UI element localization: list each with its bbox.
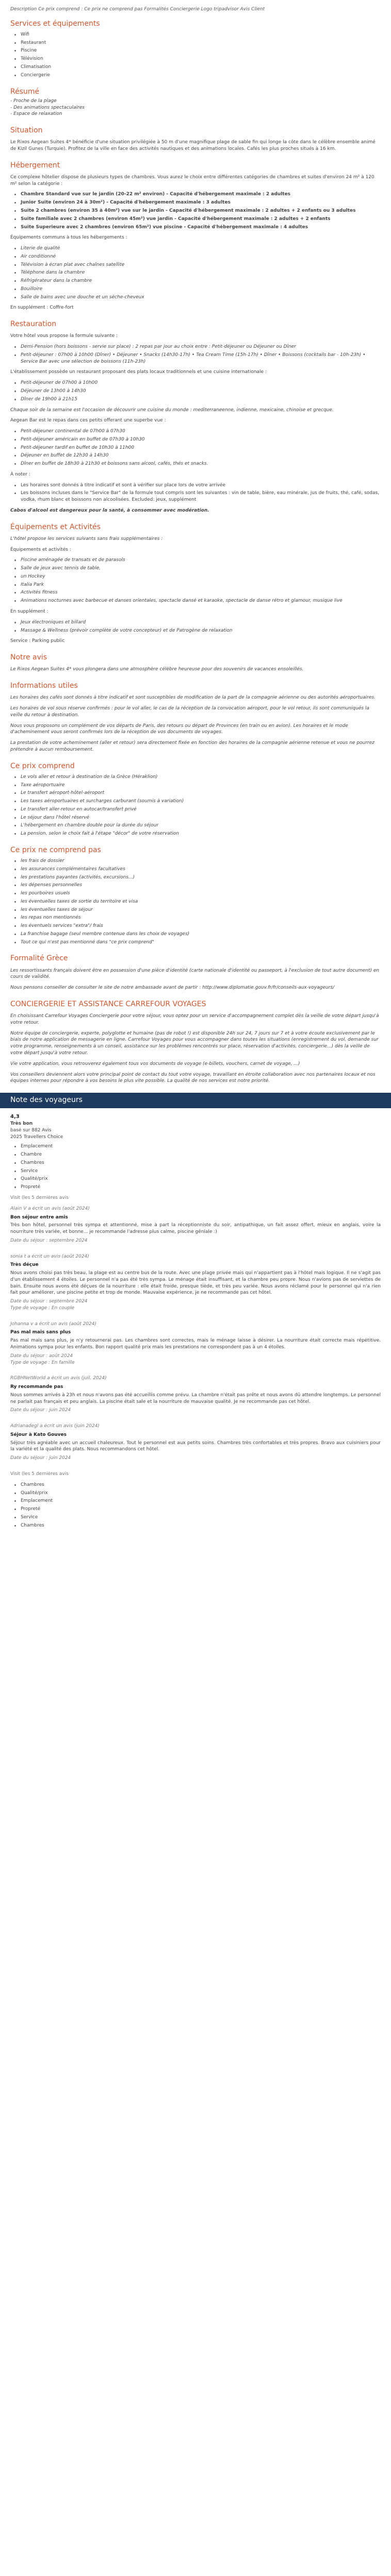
alcohol-warning: Cabos d'alcool est dangereux pour la santé, à consommer avec modération.	[10, 507, 209, 513]
review-text: Très bon hôtel, personnel très sympa et attentionné, mise à part la réceptionniste du soir, antipathique, un fait assez offert, mieux en anglais, voire la nourriture très variée, et bonne... je recommande l'adresse plus calme, piscine géniale :)	[10, 1223, 381, 1235]
restauration-intro: Votre hôtel vous propose la formule suivante :	[10, 333, 118, 339]
formalites-section	[10, 954, 381, 991]
prix-ne-comprend-item: les éventuelles taxes de sortie du territoire et visa	[10, 899, 381, 905]
room-types-list	[10, 191, 381, 230]
review-author: Alain V a écrit un avis (août 2024)	[10, 1206, 90, 1211]
room-type-item: Suite familiale avec 2 chambres (environ 45m²) vue jardin - Capacité d'hébergement maximale : 2 adultes + 2 enfants	[10, 216, 381, 223]
aegean-item: Dîner en buffet de 18h30 à 21h30 et boissons sans alcool, cafés, thés et snacks.	[10, 461, 381, 467]
room-equipment-item: Salle de bains avec une douche et un sèche-cheveux	[10, 294, 381, 301]
rating-count: basé sur 882 Avis	[10, 1127, 52, 1133]
restauration-title: Restauration	[10, 320, 57, 329]
infos-para: Nous vous proposons un complément de vos départs de Paris, des retours ou départ de Provinces (en train ou en avion). Les horaires et le mode d'acheminement vous seront confirmés lors de la réception de vos documents de voyages.	[10, 723, 348, 735]
review-text: Séjour très agréable avec un accueil chaleureux. Tout le personnel est aux petits soins. Chambres très confortables et très propres. Bravo aux cuisiniers pour la variété et la qualité des plats. Nous recommandons cet hôtel.	[10, 1440, 381, 1452]
formalites-para: Les ressortissants français doivent être en possession d'une pièce d'identité (carte nationale d'identité ou passeport, à l'exclusion de tout autre document) en cours de validité.	[10, 968, 380, 980]
conciergerie-para: Vos conseillers deviennent alors votre principal point de contact du tout votre voyage, travaillant en étroite collaboration avec nos partenaires locaux et nos équipes internes pour répondre à vos besoins le plus vite possible. La qualité de nos services est notre priorité.	[10, 1072, 376, 1084]
rating-criterion: Emplacement	[10, 1143, 381, 1150]
prix-ne-comprend-list	[10, 858, 381, 945]
services-section	[10, 19, 381, 79]
prix-comprend-item: La pension, selon le choix fait à l'étape "décor" de votre réservation	[10, 831, 381, 837]
resume-line: - Proche de la plage	[10, 98, 57, 104]
rating-score: 4,3	[10, 1113, 20, 1120]
situation-text: Le Rixos Aegean Suites 4* bénéficie d'une situation privilégiée à 50 m d'une magnifique plage de sable fin qui longe la côte dans le célèbre ensemble animé de Kizil Gunes (Turquie). Profitez de la ville en face des activités nautiques et des animations locales. Cafés les plus proches situés à 16 km.	[10, 140, 376, 151]
situation-section	[10, 126, 381, 152]
services-title: Services et équipements	[10, 19, 100, 28]
notre-avis-text: Le Rixos Aegean Suites 4* vous plongera dans une atmosphère célèbre heureuse pour des souvenirs de vacances ensoleillés.	[10, 667, 304, 672]
resume-section	[10, 87, 381, 117]
rating-criterion: Service	[10, 1514, 381, 1521]
review-text: Pas mal mais sans plus, je n'y retournerai pas. Les chambres sont correctes, mais le ménage laisse à désirer. La nourriture était correcte mais répétitive. Animations sympa pour les enfants. Bon rapport qualité prix mais les prestations ne correspondent pas à un 4 étoiles.	[10, 1338, 381, 1350]
prix-ne-comprend-item: les prestations payantes (activités, excursions...)	[10, 874, 381, 881]
rating-criterion: Chambres	[10, 1522, 381, 1529]
prix-comprend-item: Le transfert aller-retour en autocar/transfert privé	[10, 806, 381, 813]
infos-utiles-title: Informations utiles	[10, 682, 78, 690]
restauration-section	[10, 319, 381, 514]
horaires-item: Petit-déjeuner : 07h00 à 10h00 (Dîner) • Déjeuner • Snacks (14h30-17h) • Tea Cream Time (15h-17h) • Dîner • Boissons (cocktails bar - 10h-23h) • Service Bar avec une sélection de boissons (11h-23h)	[10, 352, 381, 365]
room-equipment-item: Téléphone dans la chambre	[10, 269, 381, 276]
aegean-item: Petit-déjeuner américain en buffet de 07h30 à 10h30	[10, 436, 381, 443]
resume-line: - Des animations spectaculaires	[10, 105, 85, 110]
room-equipment-list	[10, 245, 381, 300]
rating-criterion: Qualité/prix	[10, 1176, 381, 1182]
prix-ne-comprend-item: Tout ce qui n'est pas mentionné dans "ce prix comprend"	[10, 939, 381, 946]
review-title: Pas mal mais sans plus	[10, 1330, 71, 1335]
aegean-intro: Aegean Bar est le repas dans ces petits offerant une superbe vue :	[10, 418, 166, 423]
tabs-description: Description Ce prix comprend : Ce prix ne comprend pas Formalités Conciergerie Logo tripadvisor Avis Client	[10, 7, 265, 12]
supplement-item: Massage & Wellness (prévoir complète de votre concepteur) et de Patrogène de relaxation	[10, 628, 381, 634]
review-author: sonia t a écrit un avis (août 2024)	[10, 1253, 89, 1259]
review-title: Ry recommande pas	[10, 1384, 63, 1390]
prix-comprend-item: Les taxes aéroportuaires et surcharges carburant (soumis à variation)	[10, 798, 381, 805]
hebergement-intro: Ce complexe hôtelier dispose de plusieurs types de chambres. Vous aurez le choix entre différentes catégories de chambres et suites d'environ 24 m² à 120 m² selon la catégorie :	[10, 174, 374, 187]
infos-para: Les horaires des cafés sont donnés à titre indicatif et sont susceptibles de modification de la part de la compagnie aérienne ou des autorités aéroportuaires.	[10, 695, 376, 701]
conciergerie-section	[10, 999, 381, 1084]
room-type-item: Junior Suite (environ 24 à 30m²) - Capacité d'hébergement maximale : 3 adultes	[10, 199, 381, 206]
service-item: Climatisation	[10, 64, 381, 71]
infos-para: Les horaires de vol sous réserve confirmés : pour le vol aller, le cas de la réception de la convocation aéroport, pour le vol retour, ils sont communiqués la veille du retour à destination.	[10, 705, 369, 718]
review-card	[10, 1206, 381, 1244]
restaurant-hour-item: Petit-déjeuner de 07h00 à 10h00	[10, 380, 381, 386]
review-card	[10, 1253, 381, 1312]
room-type-item: Chambre Standard vue sur le jardin (20-22 m² environ) - Capacité d'hébergement maximale : 2 adultes	[10, 191, 381, 198]
rating-criterion: Qualité/prix	[10, 1490, 381, 1497]
latest-reviews-label: Visit (les 5 dernières avis	[10, 1195, 69, 1200]
aegean-item: Petit-déjeuner continental de 07h00 à 07h30	[10, 428, 381, 435]
activites-title: Équipements et Activités	[10, 522, 101, 531]
formalites-title: Formalité Grèce	[10, 954, 68, 963]
aegean-item: Déjeuner en buffet de 12h30 à 14h30	[10, 452, 381, 459]
conciergerie-title: CONCIERGERIE ET ASSISTANCE CARREFOUR VOYAGES	[10, 999, 206, 1008]
formalites-para: Nous pensons conseiller de consulter le site de notre ambassade avant de partir : http://www.diplomatie.gouv.fr/fr/conseils-aux-voyageurs/	[10, 985, 335, 991]
conciergerie-para: En choisissant Carrefour Voyages Conciergerie pour votre séjour, vous optez pour un service d'accompagnement complet dès la veille de votre départ jusqu'à votre retour.	[10, 1013, 379, 1025]
rating-label: Très bon	[10, 1121, 33, 1127]
services-line: Service : Parking public	[10, 638, 65, 644]
review-date: Date du séjour : septembre 2024	[10, 1238, 88, 1243]
prix-ne-comprend-item: les repas non mentionnés	[10, 914, 381, 921]
notre-avis-section	[10, 653, 381, 673]
service-item: Télévision	[10, 56, 381, 62]
aegean-item: Petit-déjeuner tardif en buffet de 10h30 à 11h00	[10, 445, 381, 451]
restauration-note-item: Les boissons incluses dans le "Service Bar" de la formule tout compris sont les suivantes : vin de table, bière, eau minérale, jus de fruits, thé, café, sodas, vodka, rhum blanc et boissons non alcoolisées. Excluded: jeux, supplément	[10, 490, 381, 503]
service-item: Piscine	[10, 47, 381, 54]
review-title: Très déçue	[10, 1262, 39, 1268]
room-equipment-item: Literie de qualité	[10, 245, 381, 252]
prix-comprend-item: L'hébergement en chambre double pour la durée du séjour	[10, 822, 381, 829]
latest-reviews-label-bottom: Visit (les 5 dernières avis	[10, 1471, 69, 1477]
rating-criterion: Emplacement	[10, 1498, 381, 1504]
activites-intro: L'hôtel propose les services suivants sans frais supplémentaires :	[10, 536, 163, 541]
review-date: Date du séjour : juin 2024	[10, 1408, 71, 1413]
prix-ne-comprend-item: les dépenses personnelles	[10, 882, 381, 889]
activite-item: Activités fitness	[10, 589, 381, 596]
activites-section	[10, 522, 381, 645]
review-text: Nous sommes arrivés à 23h et nous n'avons pas été accueillis comme prévu. La chambre n'était pas prête et nous avons dû attendre longtemps. Le personnel ne parlait pas français et peu anglais. La piscine était sale et la nourriture de mauvaise qualité. Je ne recommande pas cet hôtel.	[10, 1392, 381, 1404]
restauration-note-item: Les horaires sont donnés à titre indicatif et sont à vérifier sur place lors de votre arrivée	[10, 482, 381, 489]
prix-comprend-item: Le vols aller et retour à destination de la Grèce (Héraklion)	[10, 774, 381, 781]
resume-line: - Espace de relaxation	[10, 111, 62, 117]
prix-comprend-section	[10, 761, 381, 837]
rating-criterion: Chambres	[10, 1482, 381, 1488]
restaurants-intro: L'établissement possède un restaurant proposant des plats locaux traditionnels et une cuisine internationale :	[10, 369, 267, 375]
conciergerie-para: Notre équipe de conciergerie, experte, polyglotte et humaine (pas de robot !) est disponible 24h sur 24, 7 jours sur 7 et à votre écoute exclusivement par le biais de notre application de messagerie en ligne. Carrefour Voyages pour vous accompagner dans toutes les situations (enregistrement du vol, demande sur votre programme, renseignements à un conseil, assistance sur les problèmes rencontrés sur place, réservation d'activités, conciergerie...) dès la veille de votre départ jusqu'à votre retour.	[10, 1030, 379, 1056]
activites-supplement-heading: En supplément :	[10, 609, 48, 614]
review-title: Séjour à Kato Gouves	[10, 1432, 67, 1437]
activite-item: Salle de jeux avec tennis de table,	[10, 565, 381, 572]
rating-criterion: Chambres	[10, 1160, 381, 1166]
review-date: Date du séjour : juin 2024	[10, 1455, 71, 1461]
activites-supplement-list	[10, 619, 381, 634]
rating-criterion: Propreté	[10, 1184, 381, 1191]
rating-criteria-list-bottom	[10, 1482, 381, 1529]
service-item: Wifi	[10, 31, 381, 38]
prix-ne-comprend-section	[10, 845, 381, 946]
rating-award: 2025 Travellers Choice	[10, 1134, 63, 1140]
restaurant-hour-item: Dîner de 19h00 à 21h15	[10, 396, 381, 403]
room-supplement: En supplément : Coffre-fort	[10, 305, 74, 311]
prix-comprend-item: Le séjour dans l'hôtel réservé	[10, 815, 381, 821]
review-author: Adrianadegl a écrit un avis (juin 2024)	[10, 1423, 100, 1429]
review-author: RGBHNetWorld a écrit un avis (juil. 2024)	[10, 1376, 107, 1381]
prix-ne-comprend-item: les frais de dossier	[10, 858, 381, 865]
aegean-list	[10, 428, 381, 467]
prix-ne-comprend-item: les éventuelles taxes de séjour	[10, 907, 381, 913]
rating-criterion: Chambre	[10, 1151, 381, 1158]
activites-list	[10, 557, 381, 604]
prix-comprend-list	[10, 774, 381, 837]
infos-para: La prestation de votre acheminement (aller et retour) sera directement fixée en fonction des horaires de la compagnie aérienne retenue et vous ne pourrez prétendre à aucun remboursement.	[10, 740, 374, 752]
activites-heading: Équipements et activités :	[10, 547, 71, 552]
room-equipment-item: Air conditionné	[10, 253, 381, 260]
activite-item: Piscine aménagée de transats et de parasols	[10, 557, 381, 564]
prix-comprend-item: Taxe aéroportuaire	[10, 782, 381, 789]
rating-criterion: Propreté	[10, 1506, 381, 1513]
hebergement-title: Hébergement	[10, 161, 60, 170]
formule-list	[10, 344, 381, 365]
review-date: Date du séjour : septembre 2024	[10, 1299, 88, 1304]
activite-item: Animations nocturnes avec barbecue et danses orientales, spectacle dansé et karaoke, spectacle de danse rétro et glamour, musique live	[10, 598, 381, 604]
room-equipment-item: Réfrigérateur dans la chambre	[10, 278, 381, 284]
services-list	[10, 31, 381, 79]
review-text: Nous avons choisi pas très beau, la plage est au centre bus de la route. Avec une plage privée mais qui n'appartient pas à l'hôtel mais logique. Il ne s'agit pas d'un établissement 4 étoiles. Le personnel n'a pas été très sympa. Le ménage était insuffisant, et la chambre peu propre. Nous n'avions pas de serviettes de bain. Ensuite nous avons été déçues de la nourriture : elle était froide, presque tiède, et très peu variée. Nous avons réclamé pour le personnel qui n'a rien fait pour améliorer, une piscine petite et trop de monde. Mauvaise expérience, je ne recommande pas cet hôtel.	[10, 1270, 381, 1296]
room-equipment-item: Télévision à écran plat avec chaînes satellite	[10, 262, 381, 268]
situation-title: Situation	[10, 126, 43, 135]
hebergement-section	[10, 161, 381, 311]
reviews-section-title: Note des voyageurs	[0, 1093, 391, 1108]
prix-comprend-title: Ce prix comprend	[10, 761, 75, 770]
prix-ne-comprend-item: les assurances complémentaires facultatives	[10, 866, 381, 873]
formule-item: Demi-Pension (hors boissons - servie sur place) : 2 repas par jour au choix entre : Petit-déjeuner ou Déjeuner ou Dîner	[10, 344, 381, 350]
room-equipment-item: Bouilloire	[10, 286, 381, 293]
review-card	[10, 1423, 381, 1462]
room-type-item: Suite 2 chambres (environ 35 à 40m²) vue sur le jardin - Capacité d'hébergement maximale : 2 adultes + 2 enfants ou 3 adultes	[10, 208, 381, 214]
infos-utiles-section	[10, 681, 381, 753]
activite-item: Italia Park	[10, 582, 381, 588]
restaurant-hour-item: Déjeuner de 13h00 à 14h30	[10, 388, 381, 395]
service-item: Conciergerie	[10, 72, 381, 79]
restaurants-list	[10, 380, 381, 402]
service-item: Restaurant	[10, 40, 381, 46]
review-trip-type: Type de voyage : En famille	[10, 1360, 75, 1365]
prix-ne-comprend-item: les pourboires usuels	[10, 890, 381, 897]
world-cuisine-note: Chaque soir de la semaine est l'occasion de découvrir une cuisine du monde : mediterraneenne, indienne, mexicaine, chinoise et grecque.	[10, 407, 334, 413]
review-card	[10, 1375, 381, 1414]
room-type-item: Suite Superieure avec 2 chambres (environ 65m²) vue piscine - Capacité d'hébergement maximale : 4 adultes	[10, 224, 381, 231]
notes-heading: À noter :	[10, 471, 30, 477]
review-date: Date du séjour : août 2024	[10, 1353, 73, 1359]
equipment-intro: Équipements communs à tous les hébergements :	[10, 235, 127, 241]
supplement-item: Jeux électroniques et billard	[10, 619, 381, 626]
prix-comprend-item: Le transfert aéroport-hôtel-aéroport	[10, 790, 381, 796]
restauration-notes-list	[10, 482, 381, 503]
review-trip-type: Type de voyage : En couple	[10, 1305, 75, 1311]
prix-ne-comprend-item: les éventuels services "extra"/ frais	[10, 923, 381, 929]
resume-title: Résumé	[10, 87, 40, 96]
review-card	[10, 1321, 381, 1366]
prix-ne-comprend-item: La franchise bagage (seul membre contenue dans les choix de voyages)	[10, 931, 381, 938]
review-author: Johanna v a écrit un avis (août 2024)	[10, 1321, 97, 1327]
rating-criterion: Service	[10, 1168, 381, 1175]
rating-criteria-list	[10, 1143, 381, 1191]
conciergerie-para: Vie votre application, vous retrouverez également tous vos documents de voyage (e-billets, vouchers, carnet de voyage, ...)	[10, 1061, 300, 1066]
activite-item: un Hockey	[10, 573, 381, 580]
reviews-section	[10, 1093, 381, 1529]
notre-avis-title: Notre avis	[10, 653, 47, 662]
prix-ne-comprend-title: Ce prix ne comprend pas	[10, 845, 101, 854]
review-title: Bon séjour entre amis	[10, 1214, 68, 1220]
